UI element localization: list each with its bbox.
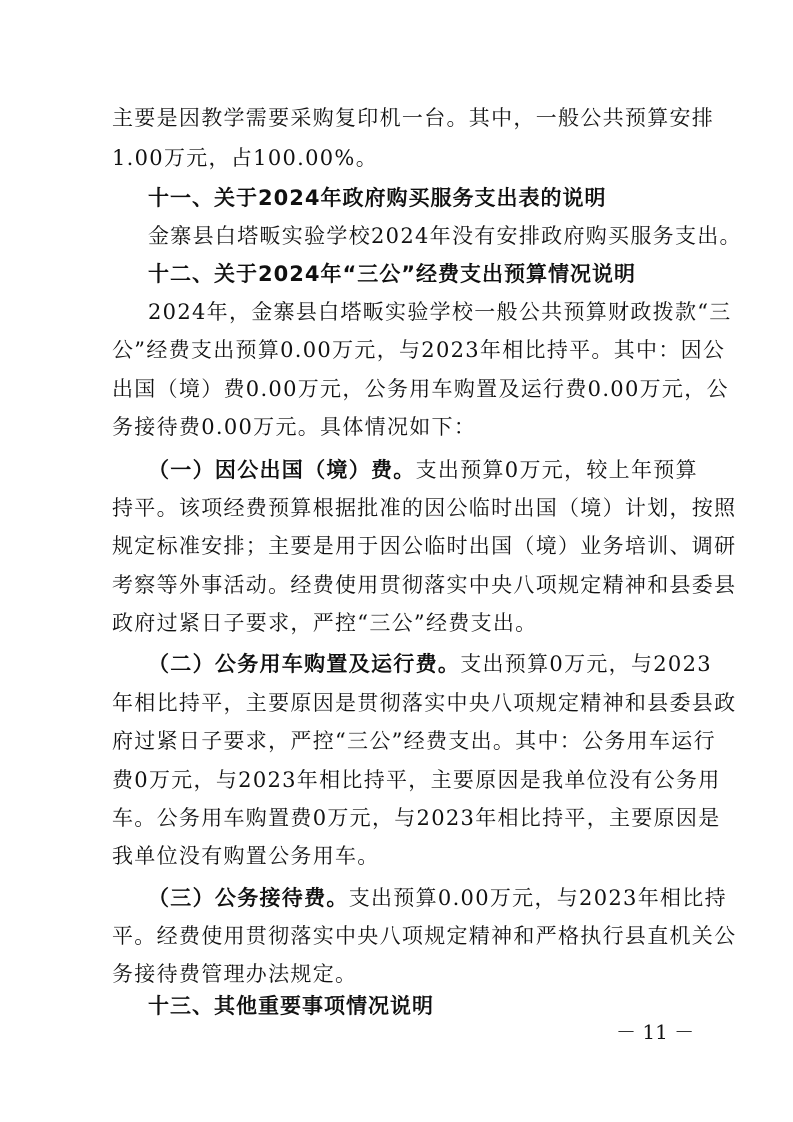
- paragraph-line: 政府过紧日子要求，严控“三公”经费支出。: [112, 611, 538, 635]
- paragraph-line: 平。经费使用贯彻落实中央八项规定精神和严格执行县直机关公: [112, 924, 737, 948]
- paragraph-text: 支出预算0万元，较上年预算: [415, 458, 698, 482]
- paragraph-line: 务接待费管理办法规定。: [112, 962, 358, 986]
- paragraph-line: 1.00万元，占100.00%。: [112, 146, 378, 170]
- paragraph-line: [148, 883, 727, 913]
- paragraph-line: 2024年，金寨县白塔畈实验学校一般公共预算财政拨款“三: [148, 300, 732, 324]
- paragraph-line: 我单位没有购置公务用车。: [112, 844, 380, 868]
- paragraph-line: 年相比持平，主要原因是贯彻落实中央八项规定精神和县委县政: [112, 691, 737, 715]
- paragraph-line: 车。公务用车购置费0万元，与2023年相比持平，主要原因是: [112, 806, 721, 830]
- subsection-title-3: （三）公务接待费。: [148, 886, 349, 910]
- page-number: － 11 －: [616, 1020, 695, 1044]
- subsection-title-2: （二）公务用车购置及运行费。: [148, 652, 461, 676]
- subsection-title-1: （一）因公出国（境）费。: [148, 458, 416, 482]
- paragraph-text: 支出预算0万元，与2023: [460, 652, 712, 676]
- paragraph-text: 支出预算0.00万元，与2023年相比持: [348, 886, 727, 910]
- paragraph-line: 考察等外事活动。经费使用贯彻落实中央八项规定精神和县委县: [112, 573, 737, 597]
- paragraph-line: 费0万元，与2023年相比持平，主要原因是我单位没有公务用: [112, 768, 721, 792]
- paragraph-line: 金寨县白塔畈实验学校2024年没有安排政府购买服务支出。: [148, 224, 742, 248]
- section-heading-13: 十三、其他重要事项情况说明: [148, 994, 434, 1018]
- paragraph-line: 主要是因教学需要采购复印机一台。其中，一般公共预算安排: [112, 106, 715, 130]
- paragraph-line: 公”经费支出预算0.00万元，与2023年相比持平。其中：因公: [112, 338, 726, 362]
- paragraph-line: 出国（境）费0.00万元，公务用车购置及运行费0.00万元，公: [112, 377, 729, 401]
- paragraph-line: [148, 649, 712, 679]
- paragraph-line: 规定标准安排；主要是用于因公临时出国（境）业务培训、调研: [112, 534, 737, 558]
- section-heading-12: 十二、关于2024年“三公”经费支出预算情况说明: [148, 262, 637, 286]
- paragraph-line: 府过紧日子要求，严控“三公”经费支出。其中：公务用车运行: [112, 729, 716, 753]
- paragraph-line: [148, 455, 698, 485]
- section-heading-11: 十一、关于2024年政府购买服务支出表的说明: [148, 186, 607, 210]
- paragraph-line: 务接待费0.00万元。具体情况如下：: [112, 415, 477, 439]
- paragraph-line: 持平。该项经费预算根据批准的因公临时出国（境）计划，按照: [112, 496, 737, 520]
